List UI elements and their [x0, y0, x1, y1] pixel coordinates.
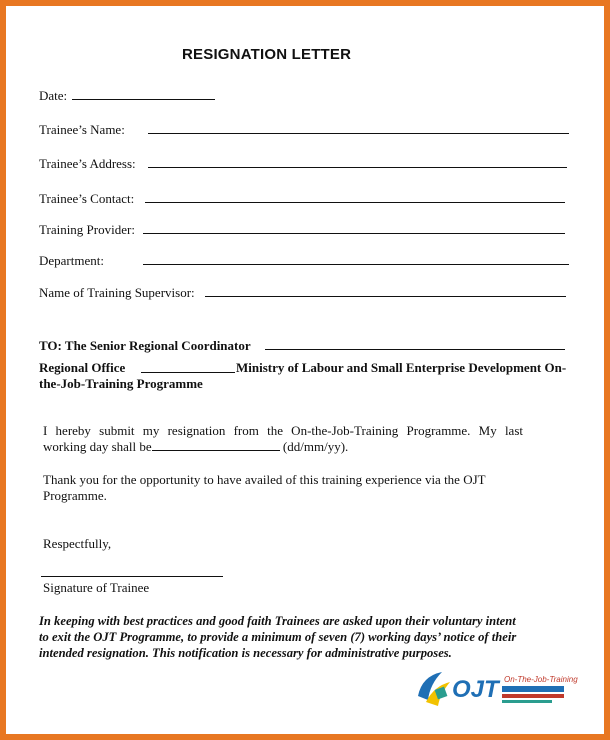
trainee-contact-field[interactable] [145, 202, 565, 203]
supervisor-field[interactable] [205, 296, 566, 297]
notice-line-2: to exit the OJT Programme, to provide a minimum of seven (7) working days’ notice of their [39, 630, 517, 644]
notice-line-3: intended resignation. This notification is necessary for administrative purposes. [39, 646, 452, 660]
date-field[interactable] [72, 99, 215, 100]
thanks-paragraph [43, 472, 523, 504]
ojt-logo [416, 666, 578, 708]
trainee-name-field[interactable] [148, 133, 569, 134]
department-label: Department: [39, 253, 104, 268]
letter-page [6, 6, 604, 734]
notice-line-1: In keeping with best practices and good faith Trainees are asked upon their voluntary intent [39, 614, 516, 628]
ministry-line-2: the-Job-Training Programme [39, 376, 203, 391]
logo-wordmark: OJT [452, 676, 499, 703]
logo-tagline: On-The-Job-Training [504, 675, 578, 684]
trainee-contact-label: Trainee’s Contact: [39, 191, 135, 206]
last-day-field[interactable] [152, 440, 280, 451]
ministry-line-1: Ministry of Labour and Small Enterprise Development On- [236, 360, 567, 375]
regional-office-label: Regional Office [39, 360, 126, 375]
supervisor-label: Name of Training Supervisor: [39, 285, 195, 300]
signature-field[interactable] [41, 576, 223, 577]
recipient-to: TO: The Senior Regional Coordinator [39, 338, 251, 353]
ojt-logo-graphic [416, 666, 578, 708]
training-provider-label: Training Provider: [39, 222, 135, 237]
trainee-address-label: Trainee’s Address: [39, 156, 136, 171]
signature-label: Signature of Trainee [43, 580, 150, 595]
date-label: Date: [39, 88, 68, 103]
thanks-line-2: Programme. [43, 488, 107, 503]
training-provider-field[interactable] [143, 233, 565, 234]
resignation-line-1: I hereby submit my resignation from the On-the-Job-Training Programme. My last [43, 423, 523, 438]
department-field[interactable] [143, 264, 569, 265]
closing: Respectfully, [43, 536, 112, 551]
last-day-label: working day shall be [43, 439, 152, 454]
date-format-hint: (dd/mm/yy). [279, 439, 349, 454]
regional-office-field[interactable] [141, 372, 235, 373]
resignation-paragraph [43, 423, 523, 455]
trainee-name-label: Trainee’s Name: [39, 122, 125, 137]
page-title: RESIGNATION LETTER [182, 46, 352, 63]
resignation-line-2 [43, 439, 523, 455]
recipient-coordinator-field[interactable] [265, 349, 565, 350]
thanks-line-1: Thank you for the opportunity to have availed of this training experience via the OJT [43, 472, 486, 487]
trainee-address-field[interactable] [148, 167, 567, 168]
notice-text [39, 613, 569, 661]
